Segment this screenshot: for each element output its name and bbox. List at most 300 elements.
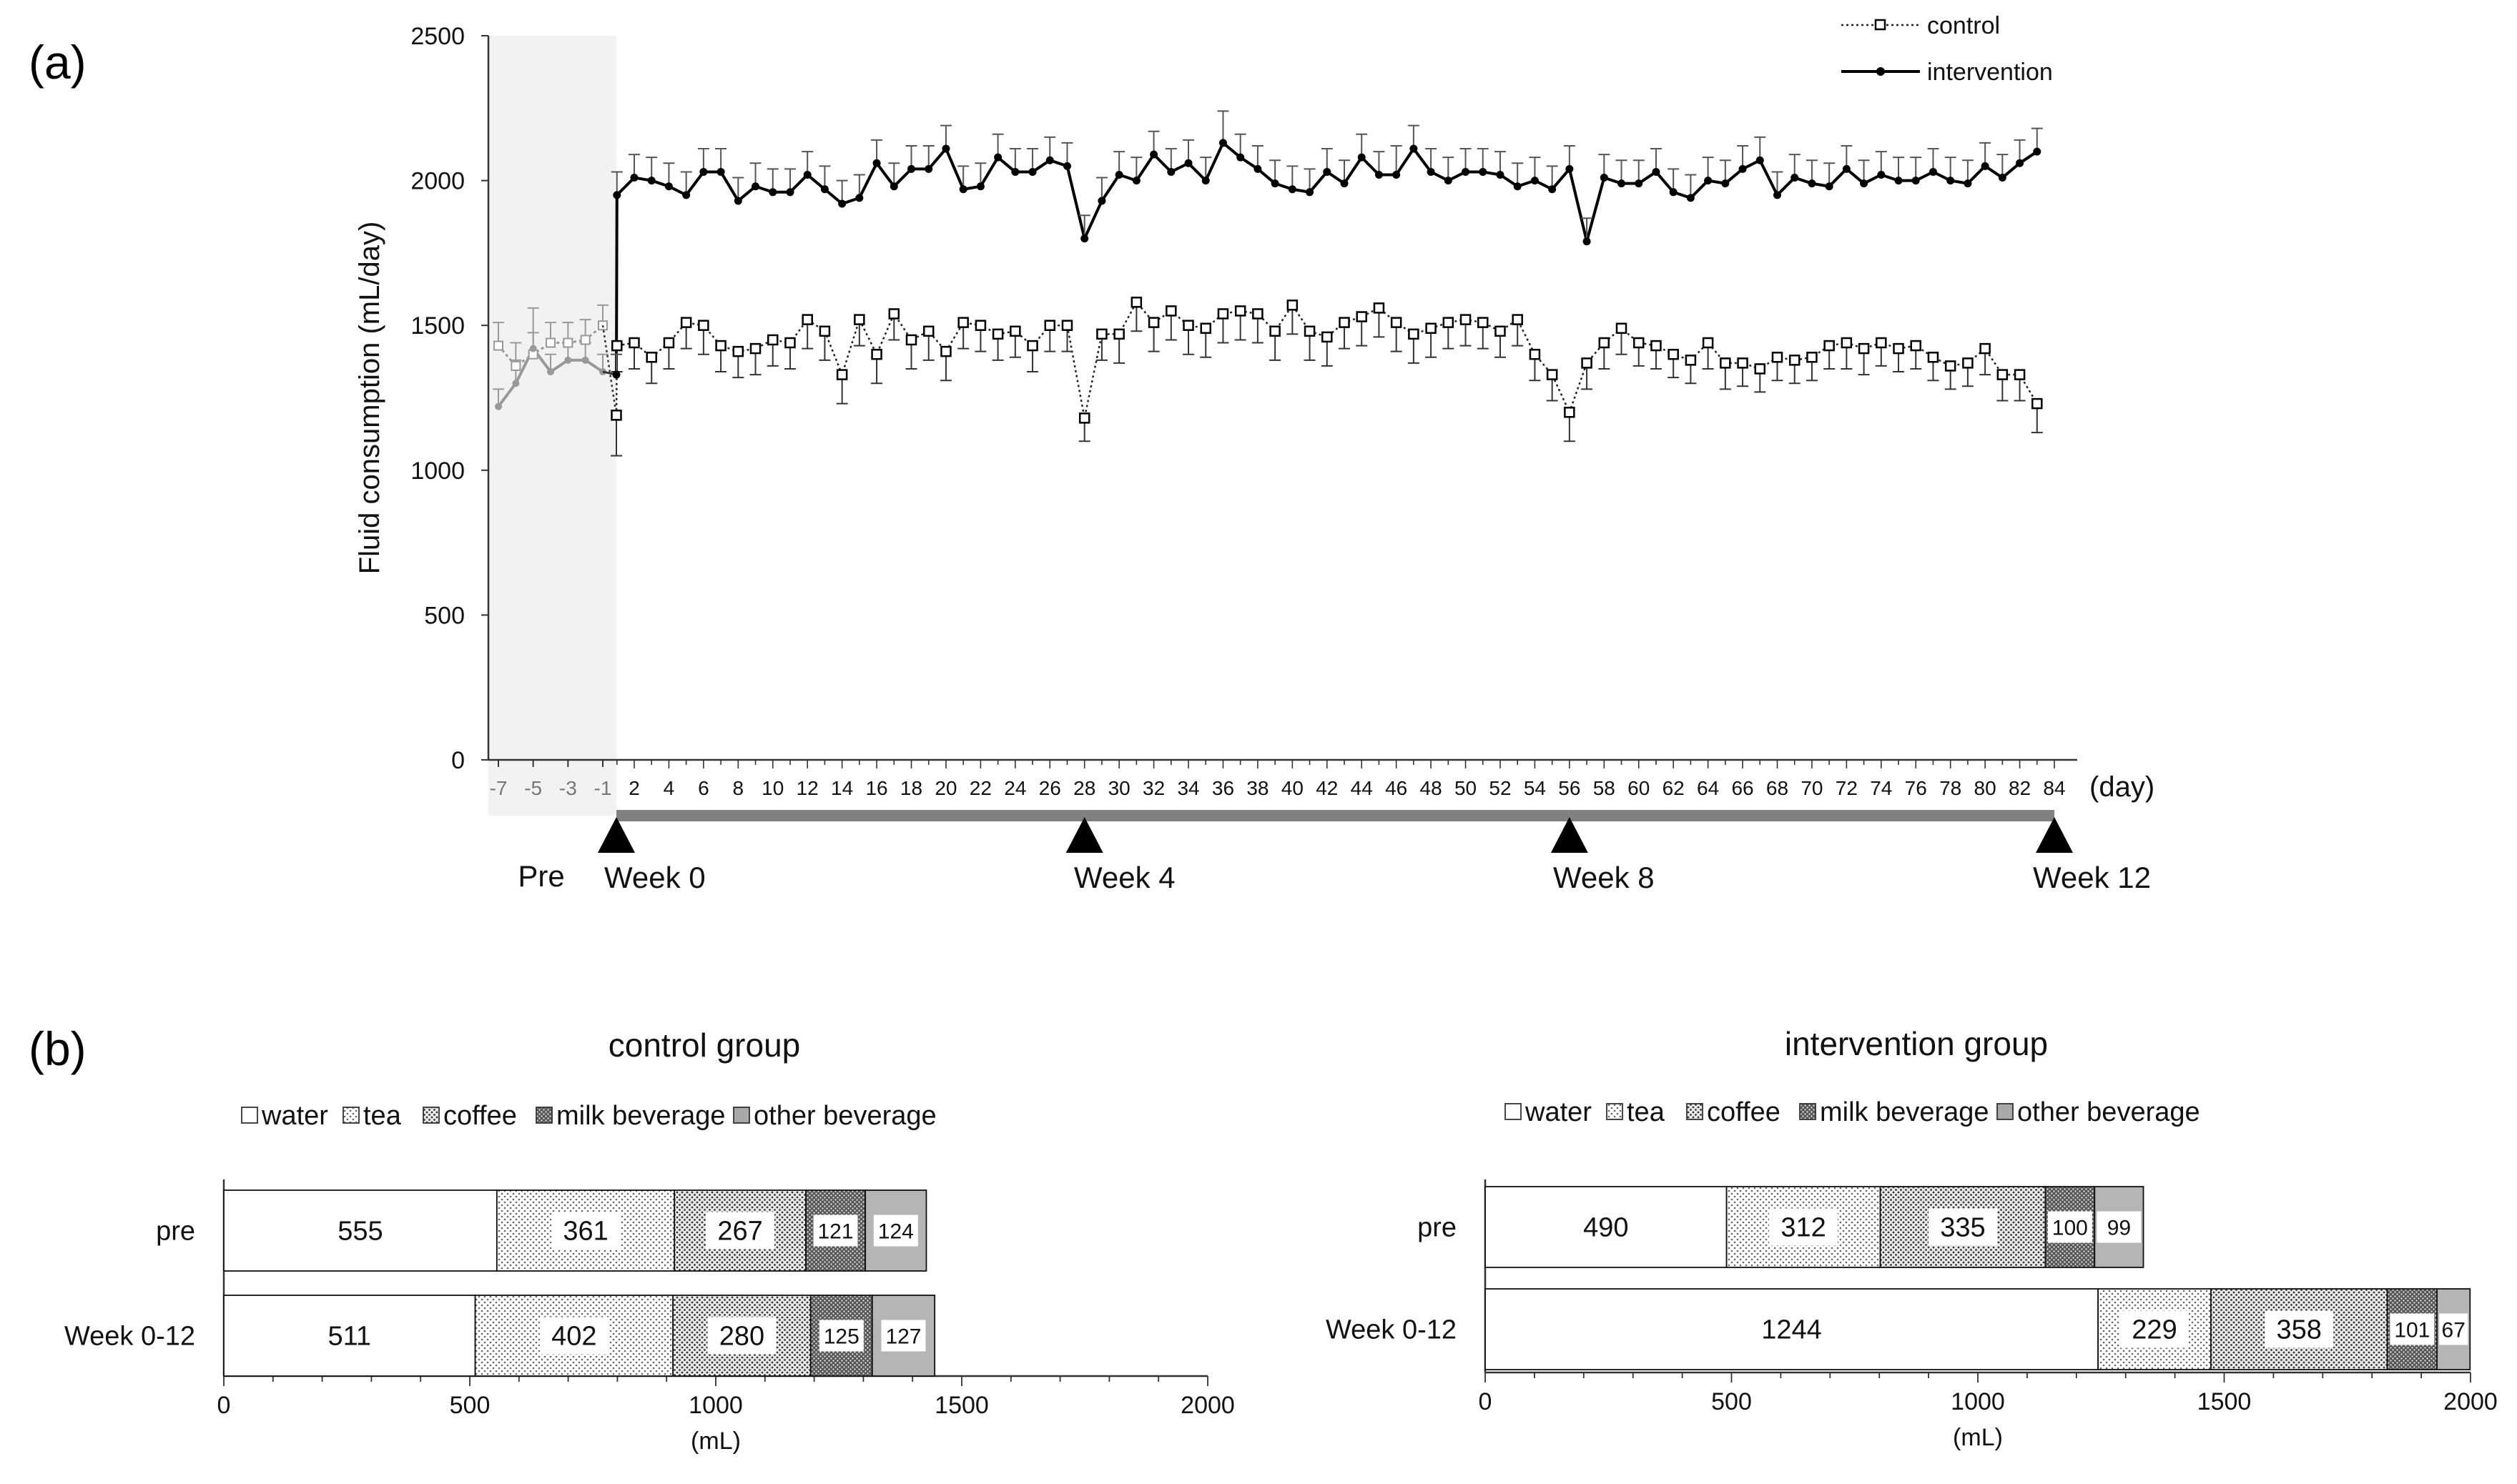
- chart-title-intervention: intervention group: [1784, 1025, 2049, 1062]
- intervention-point: [1306, 188, 1314, 196]
- intervention-point: [2033, 148, 2041, 156]
- intervention-point: [1496, 171, 1504, 179]
- bar-label-control-0-2: 267: [717, 1216, 763, 1247]
- day-tick-label: 14: [831, 777, 854, 799]
- intervention-point: [1946, 177, 1954, 184]
- intervention-point: [1080, 234, 1088, 242]
- bar-label-intervention-1-3: 101: [2394, 1318, 2430, 1342]
- y-tick-label: 2000: [410, 167, 465, 195]
- day-tick-label: 62: [1662, 777, 1685, 799]
- week-4-marker: [1066, 817, 1103, 853]
- day-tick-label: 82: [2008, 777, 2031, 799]
- x-axis-unit-label: (day): [2089, 771, 2155, 803]
- pre-control-point: [546, 339, 555, 347]
- intervention-point: [1479, 168, 1487, 176]
- intervention-point: [994, 154, 1002, 162]
- intervention-point: [1826, 182, 1833, 190]
- control-point: [1842, 338, 1851, 347]
- intervention-point: [1375, 171, 1383, 179]
- period-label-week-0: Week 0: [604, 861, 706, 894]
- bar-label-intervention-0-2: 335: [1940, 1212, 1986, 1243]
- legend-intervention-marker: [1876, 67, 1885, 76]
- day-tick-label: 30: [1108, 777, 1131, 799]
- control-point: [1340, 318, 1349, 327]
- intervention-point: [1565, 165, 1573, 173]
- control-point: [1946, 361, 1955, 370]
- pre-intervention-point: [495, 403, 502, 410]
- x-axis-label-control: (mL): [691, 1428, 741, 1455]
- control-point: [1253, 309, 1262, 318]
- control-point: [1651, 341, 1660, 350]
- control-point: [1218, 309, 1228, 318]
- control-point: [1859, 344, 1868, 353]
- control-point: [941, 347, 950, 356]
- intervention-point: [1964, 179, 1971, 187]
- pre-control-point: [511, 362, 520, 370]
- legend-intervention-label: intervention: [1927, 59, 2053, 86]
- bar-label-intervention-0-1: 312: [1780, 1212, 1826, 1243]
- intervention-point: [1289, 185, 1296, 193]
- control-point: [907, 335, 916, 345]
- intervention-point: [890, 182, 898, 190]
- control-point: [1305, 327, 1314, 336]
- pre-intervention-point: [564, 357, 571, 364]
- pre-tick-label: -5: [524, 777, 543, 799]
- day-tick-label: 64: [1697, 777, 1720, 799]
- intervention-point: [1341, 179, 1349, 187]
- intervention-point: [1704, 177, 1712, 184]
- x-tick-label-intervention: 1500: [2197, 1388, 2252, 1415]
- intervention-point: [734, 197, 742, 204]
- intervention-point: [977, 182, 985, 190]
- day-tick-label: 32: [1143, 777, 1166, 799]
- bar-label-control-0-1: 361: [563, 1216, 609, 1247]
- intervention-point: [1358, 154, 1366, 162]
- x-tick-label-control: 0: [217, 1392, 231, 1419]
- day-tick-label: 46: [1385, 777, 1408, 799]
- day-tick-label: 8: [732, 777, 744, 799]
- intervention-point: [1929, 168, 1937, 176]
- control-point: [1669, 350, 1678, 359]
- control-point: [993, 330, 1003, 339]
- intervention-point: [1687, 194, 1695, 202]
- week-12-marker: [2036, 817, 2073, 853]
- intervention-point: [1462, 168, 1469, 176]
- control-point: [1825, 341, 1834, 350]
- day-tick-label: 38: [1246, 777, 1269, 799]
- intervention-point: [1219, 139, 1227, 147]
- control-point: [1530, 350, 1540, 359]
- day-tick-label: 84: [2043, 777, 2066, 799]
- intervention-point: [1167, 168, 1175, 176]
- legend-swatch-intervention-2: [1687, 1104, 1703, 1119]
- intervention-point: [1011, 168, 1019, 176]
- bar-label-intervention-0-4: 99: [2107, 1216, 2132, 1240]
- control-point: [1807, 352, 1816, 362]
- intervention-point: [699, 168, 707, 176]
- control-point: [1080, 413, 1089, 422]
- day-tick-label: 70: [1801, 777, 1823, 799]
- intervention-point: [648, 177, 656, 184]
- intervention-point: [907, 165, 915, 173]
- intervention-point: [1323, 168, 1331, 176]
- intervention-point: [1150, 151, 1158, 159]
- control-point: [751, 344, 760, 353]
- legend-label-intervention-2: coffee: [1707, 1097, 1780, 1127]
- intervention-point: [1029, 168, 1037, 176]
- control-point: [630, 338, 639, 347]
- pre-control-point: [581, 335, 590, 344]
- control-point: [1495, 327, 1504, 336]
- intervention-point: [804, 171, 812, 179]
- control-point: [1374, 303, 1384, 312]
- legend-swatch-intervention-0: [1505, 1104, 1521, 1119]
- legend-swatch-control-4: [734, 1107, 749, 1123]
- intervention-point: [855, 194, 863, 202]
- legend-swatch-control-1: [343, 1107, 359, 1123]
- control-point: [1617, 324, 1626, 333]
- day-tick-label: 36: [1211, 777, 1235, 799]
- legend-label-intervention-3: milk beverage: [1820, 1097, 1989, 1127]
- control-point: [1929, 352, 1938, 362]
- intervention-point: [942, 145, 950, 153]
- control-point: [1981, 344, 1990, 353]
- week-8-marker: [1551, 817, 1588, 853]
- control-point: [890, 309, 899, 318]
- intervention-point: [665, 182, 673, 190]
- control-point: [1010, 327, 1020, 336]
- control-point: [976, 321, 985, 330]
- intervention-point: [960, 185, 967, 193]
- bar-label-control-1-2: 280: [719, 1321, 765, 1352]
- chart-title-control: control group: [608, 1027, 801, 1064]
- control-point: [1427, 324, 1436, 333]
- control-point: [1045, 321, 1055, 330]
- legend-swatch-control-3: [536, 1107, 552, 1123]
- intervention-point: [1843, 165, 1851, 173]
- pre-tick-label: -1: [593, 777, 612, 799]
- day-tick-label: 26: [1038, 777, 1061, 799]
- control-point: [681, 318, 691, 327]
- panel-b-bar-charts: [64, 1025, 2498, 1455]
- bar-label-control-0-4: 124: [877, 1220, 914, 1244]
- intervention-point: [1063, 162, 1071, 170]
- y-tick-label: 1500: [410, 312, 465, 340]
- control-point: [1409, 330, 1418, 339]
- intervention-point: [873, 159, 881, 167]
- control-point: [803, 315, 812, 325]
- intervention-point: [821, 185, 829, 193]
- intervention-point: [838, 200, 846, 208]
- control-point: [1271, 327, 1280, 336]
- control-point: [959, 318, 968, 327]
- bar-label-control-0-3: 121: [817, 1220, 854, 1244]
- intervention-point: [1756, 157, 1764, 164]
- day-tick-label: 76: [1904, 777, 1927, 799]
- day-tick-label: 16: [865, 777, 888, 799]
- day-tick-label: 78: [1939, 777, 1962, 799]
- control-point: [1703, 338, 1713, 347]
- pre-intervention-point: [512, 380, 519, 387]
- control-point: [854, 315, 864, 325]
- day-tick-label: 44: [1350, 777, 1373, 799]
- row-label-intervention-0: pre: [1417, 1212, 1457, 1243]
- control-point: [1547, 370, 1557, 380]
- period-label-week-12: Week 12: [2033, 861, 2151, 894]
- control-point: [1392, 318, 1401, 327]
- intervention-point: [1548, 185, 1556, 193]
- intervention-point: [1185, 159, 1193, 167]
- control-point: [2032, 399, 2041, 408]
- intervention-point: [717, 168, 725, 176]
- day-tick-label: 18: [900, 777, 923, 799]
- control-point: [612, 410, 621, 420]
- panel-a-line-chart: [354, 12, 2154, 894]
- legend-label-control-0: water: [262, 1101, 328, 1131]
- intervention-point: [1895, 177, 1903, 184]
- pre-intervention-point: [547, 368, 554, 375]
- legend-swatch-intervention-1: [1607, 1104, 1622, 1119]
- pre-intervention-point: [582, 357, 589, 364]
- day-tick-label: 24: [1004, 777, 1027, 799]
- control-point: [664, 338, 674, 347]
- pre-control-point: [563, 339, 572, 347]
- y-tick-label: 500: [424, 602, 465, 630]
- intervention-point: [1808, 179, 1816, 187]
- panel-b-label: (b): [29, 1022, 87, 1075]
- legend-label-intervention-4: other beverage: [2017, 1097, 2200, 1127]
- day-tick-label: 54: [1523, 777, 1546, 799]
- control-point: [1478, 318, 1487, 327]
- intervention-point: [613, 191, 621, 199]
- legend-swatch-intervention-3: [1800, 1104, 1816, 1119]
- control-point: [1876, 338, 1886, 347]
- pre-period-shading: [488, 36, 616, 816]
- intervention-point: [1098, 197, 1105, 204]
- day-tick-label: 74: [1870, 777, 1893, 799]
- legend-label-control-1: tea: [363, 1101, 401, 1131]
- legend-label-control-2: coffee: [443, 1101, 517, 1131]
- legend-label-intervention-0: water: [1525, 1097, 1592, 1127]
- control-point: [1288, 300, 1297, 310]
- pre-tick-label: -3: [558, 777, 577, 799]
- legend-label-control-4: other beverage: [754, 1101, 937, 1131]
- intervention-point: [1600, 174, 1608, 182]
- day-tick-label: 58: [1592, 777, 1615, 799]
- control-point: [768, 335, 777, 345]
- period-label-pre: Pre: [518, 859, 565, 893]
- x-tick-label-intervention: 1000: [1951, 1388, 2005, 1415]
- control-point: [1132, 297, 1141, 307]
- day-tick-label: 22: [969, 777, 992, 799]
- intervention-point: [1531, 177, 1539, 184]
- intervention-point: [786, 188, 794, 196]
- legend-swatch-control-2: [423, 1107, 439, 1123]
- legend-control-label: control: [1927, 12, 2001, 39]
- day-tick-label: 50: [1454, 777, 1477, 799]
- y-tick-label: 0: [451, 747, 465, 774]
- control-point: [1513, 315, 1522, 325]
- control-point: [1184, 321, 1193, 330]
- intervention-point: [1721, 179, 1729, 187]
- legend-label-control-3: milk beverage: [556, 1101, 726, 1131]
- day-tick-label: 42: [1316, 777, 1339, 799]
- control-point: [1565, 407, 1574, 417]
- control-point: [1201, 324, 1211, 333]
- intervention-point: [1739, 165, 1747, 173]
- x-tick-label-control: 1000: [689, 1392, 743, 1419]
- bar-label-control-1-1: 402: [551, 1321, 597, 1352]
- control-point: [716, 341, 726, 350]
- intervention-point: [1652, 168, 1660, 176]
- bar-label-intervention-0-0: 490: [1583, 1212, 1629, 1243]
- control-point: [1686, 355, 1695, 365]
- control-point: [1149, 318, 1158, 327]
- y-tick-label: 2500: [410, 23, 465, 50]
- control-point: [1600, 338, 1609, 347]
- bar-label-intervention-0-3: 100: [2051, 1216, 2088, 1240]
- intervention-point: [1877, 171, 1885, 179]
- day-tick-label: 6: [698, 777, 709, 799]
- day-tick-label: 10: [762, 777, 784, 799]
- intervention-point: [1046, 157, 1054, 164]
- control-point: [1911, 341, 1921, 350]
- x-tick-label-control: 1500: [935, 1392, 989, 1419]
- x-tick-label-intervention: 0: [1478, 1388, 1492, 1415]
- intervention-point: [1981, 162, 1989, 170]
- intervention-point: [1791, 174, 1798, 182]
- day-tick-label: 72: [1835, 777, 1858, 799]
- day-tick-label: 48: [1419, 777, 1442, 799]
- legend-swatch-intervention-4: [1997, 1104, 2013, 1119]
- intervention-point: [1514, 182, 1522, 190]
- bar-label-intervention-1-4: 67: [2441, 1318, 2466, 1342]
- bar-label-intervention-1-2: 358: [2276, 1315, 2322, 1345]
- intervention-point: [1202, 177, 1210, 184]
- day-tick-label: 66: [1731, 777, 1754, 799]
- control-point: [2015, 370, 2024, 380]
- day-tick-label: 80: [1974, 777, 1996, 799]
- control-point: [612, 341, 621, 350]
- intervention-point: [1444, 177, 1452, 184]
- control-point: [1322, 332, 1331, 342]
- pre-tick-label: -7: [489, 777, 508, 799]
- intervention-point: [613, 371, 621, 379]
- bar-label-intervention-1-1: 229: [2132, 1315, 2177, 1345]
- intervention-point: [682, 191, 690, 199]
- control-point: [1357, 312, 1366, 322]
- intervention-point: [1635, 179, 1642, 187]
- x-axis-label-intervention: (mL): [1953, 1424, 2003, 1451]
- control-point: [1998, 370, 2007, 380]
- control-point: [872, 350, 882, 359]
- control-point: [1166, 306, 1176, 315]
- x-tick-label-control: 500: [449, 1392, 491, 1419]
- week-0-marker: [598, 817, 635, 853]
- intervention-point: [1427, 168, 1435, 176]
- intervention-point: [1115, 171, 1123, 179]
- control-point: [1634, 338, 1643, 347]
- control-point: [1236, 306, 1245, 315]
- day-tick-label: 20: [935, 777, 957, 799]
- period-label-week-8: Week 8: [1553, 861, 1655, 894]
- intervention-period-bar: [616, 810, 2054, 821]
- intervention-point: [1253, 165, 1261, 173]
- day-tick-label: 12: [796, 777, 819, 799]
- pre-intervention-point: [530, 345, 537, 352]
- bar-label-control-1-3: 125: [823, 1325, 859, 1349]
- bar-label-control-1-4: 127: [885, 1325, 922, 1349]
- bar-label-intervention-1-0: 1244: [1761, 1315, 1822, 1345]
- control-point: [1755, 364, 1765, 373]
- control-point: [1028, 341, 1038, 350]
- control-point: [820, 327, 829, 336]
- intervention-point: [1860, 179, 1868, 187]
- row-label-intervention-1: Week 0-12: [1325, 1315, 1457, 1345]
- intervention-point: [1133, 177, 1141, 184]
- control-point: [1097, 330, 1106, 339]
- intervention-point: [1409, 145, 1417, 153]
- control-point: [699, 321, 708, 330]
- day-tick-label: 34: [1177, 777, 1200, 799]
- row-label-control-0: pre: [156, 1216, 195, 1247]
- intervention-point: [1271, 179, 1279, 187]
- day-tick-label: 68: [1765, 777, 1789, 799]
- control-point: [1063, 321, 1072, 330]
- panel-a-label: (a): [29, 36, 87, 89]
- pre-control-point: [494, 342, 503, 350]
- intervention-point: [2016, 159, 2024, 167]
- bar-label-control-0-0: 555: [338, 1216, 383, 1247]
- day-tick-label: 40: [1281, 777, 1304, 799]
- control-point: [647, 352, 656, 362]
- intervention-point: [1392, 171, 1400, 179]
- y-axis-label: Fluid consumption (mL/day): [354, 221, 385, 575]
- bar-label-control-1-0: 511: [327, 1321, 372, 1352]
- intervention-point: [769, 188, 777, 196]
- x-tick-label-intervention: 2000: [2443, 1388, 2498, 1415]
- intervention-point: [1999, 174, 2006, 182]
- control-point: [1790, 355, 1799, 365]
- intervention-point: [1670, 188, 1678, 196]
- legend-control-marker: [1876, 20, 1885, 29]
- intervention-point: [1236, 154, 1244, 162]
- day-tick-label: 4: [663, 777, 675, 799]
- control-point: [1738, 358, 1748, 367]
- control-point: [1773, 352, 1782, 362]
- legend-swatch-control-0: [242, 1107, 257, 1123]
- control-point: [1963, 358, 1972, 367]
- intervention-point: [1583, 237, 1591, 245]
- control-point: [785, 338, 794, 347]
- control-point: [1894, 344, 1903, 353]
- intervention-point: [1773, 191, 1781, 199]
- intervention-point: [925, 165, 932, 173]
- intervention-point: [1912, 177, 1920, 184]
- control-point: [837, 370, 847, 380]
- control-point: [734, 347, 743, 356]
- intervention-point: [631, 174, 639, 182]
- day-tick-label: 28: [1073, 777, 1096, 799]
- control-point: [1444, 318, 1453, 327]
- control-point: [1461, 315, 1470, 325]
- row-label-control-1: Week 0-12: [64, 1321, 195, 1352]
- y-tick-label: 1000: [410, 457, 465, 485]
- x-tick-label-intervention: 500: [1711, 1388, 1752, 1415]
- day-tick-label: 2: [629, 777, 640, 799]
- legend-label-intervention-1: tea: [1627, 1097, 1665, 1127]
- control-point: [1720, 358, 1730, 367]
